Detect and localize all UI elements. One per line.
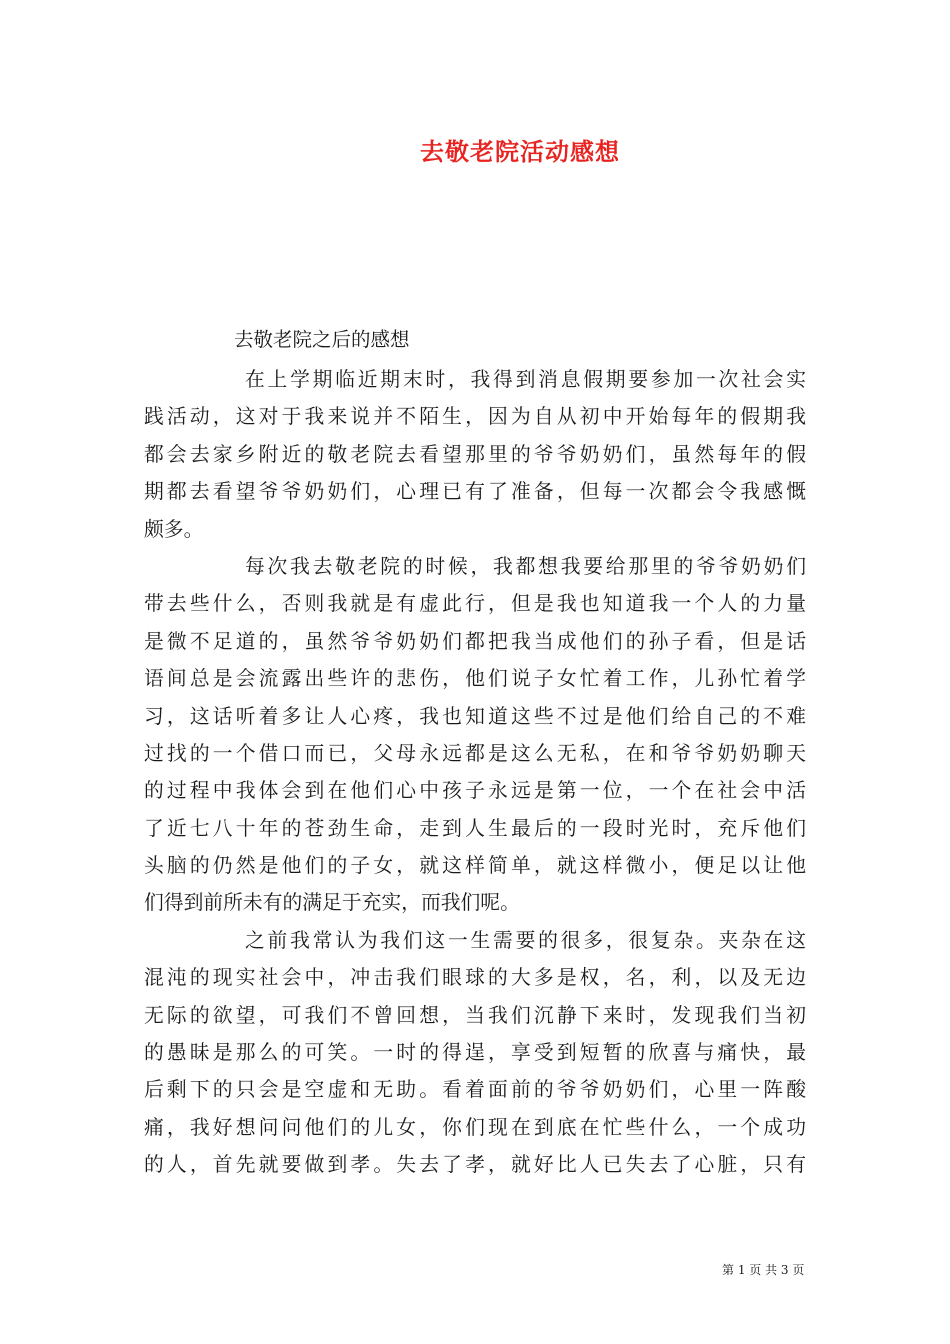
text-line: 带去些什么，否则我就是有虚此行，但是我也知道我一个人的力量 [144,592,806,616]
document-title: 去敬老院活动感想 [420,137,620,166]
text-line: 践活动，这对于我来说并不陌生，因为自从初中开始每年的假期我 [144,405,806,429]
text-line: 在上学期临近期末时，我得到消息假期要参加一次社会实 [245,368,806,391]
text-line: 痛，我好想问问他们的儿女，你们现在到底在忙些什么，一个成功 [144,1115,806,1139]
text-line: 习，这话听着多让人心疼，我也知道这些不过是他们给自己的不难 [144,704,806,728]
text-line: 们得到前所未有的满足于充实，而我们呢。 [144,891,520,915]
text-line: 的愚昧是那么的可笑。一时的得逞，享受到短暂的欣喜与痛快，最 [144,1041,806,1065]
document-body [144,361,806,1184]
text-line: 了近七八十年的苍劲生命，走到人生最后的一段时光时，充斥他们 [144,816,806,840]
text-line: 之前我常认为我们这一生需要的很多，很复杂。夹杂在这 [245,928,806,952]
text-line: 每次我去敬老院的时候，我都想我要给那里的爷爷奶奶们 [245,554,806,578]
page-number: 第 1 页 共 3 页 [722,1263,805,1277]
text-line: 的人，首先就要做到孝。失去了孝，就好比人已失去了心脏，只有 [144,1153,806,1177]
text-line: 无际的欲望，可我们不曾回想，当我们沉静下来时，发现我们当初 [144,1003,806,1027]
text-line: 后剩下的只会是空虚和无助。看着面前的爷爷奶奶们，心里一阵酸 [144,1078,806,1102]
text-line: 过找的一个借口而已，父母永远都是这么无私，在和爷爷奶奶聊天 [144,741,806,765]
text-line: 都会去家乡附近的敬老院去看望那里的爷爷奶奶们，虽然每年的假 [144,442,806,466]
text-line: 期都去看望爷爷奶奶们，心理已有了准备，但每一次都会令我感慨 [144,480,806,504]
text-line: 混沌的现实社会中，冲击我们眼球的大多是权，名，利，以及无边 [144,966,806,990]
text-line: 的过程中我体会到在他们心中孩子永远是第一位，一个在社会中活 [144,779,806,803]
text-line: 头脑的仍然是他们的子女，就这样简单，就这样微小，便足以让他 [144,854,806,878]
text-line: 语间总是会流露出些许的悲伤，他们说子女忙着工作，儿孙忙着学 [144,667,806,691]
text-line: 是微不足道的，虽然爷爷奶奶们都把我当成他们的孙子看，但是话 [144,629,806,653]
document-subtitle: 去敬老院之后的感想 [234,328,410,351]
text-line: 颇多。 [144,517,204,541]
